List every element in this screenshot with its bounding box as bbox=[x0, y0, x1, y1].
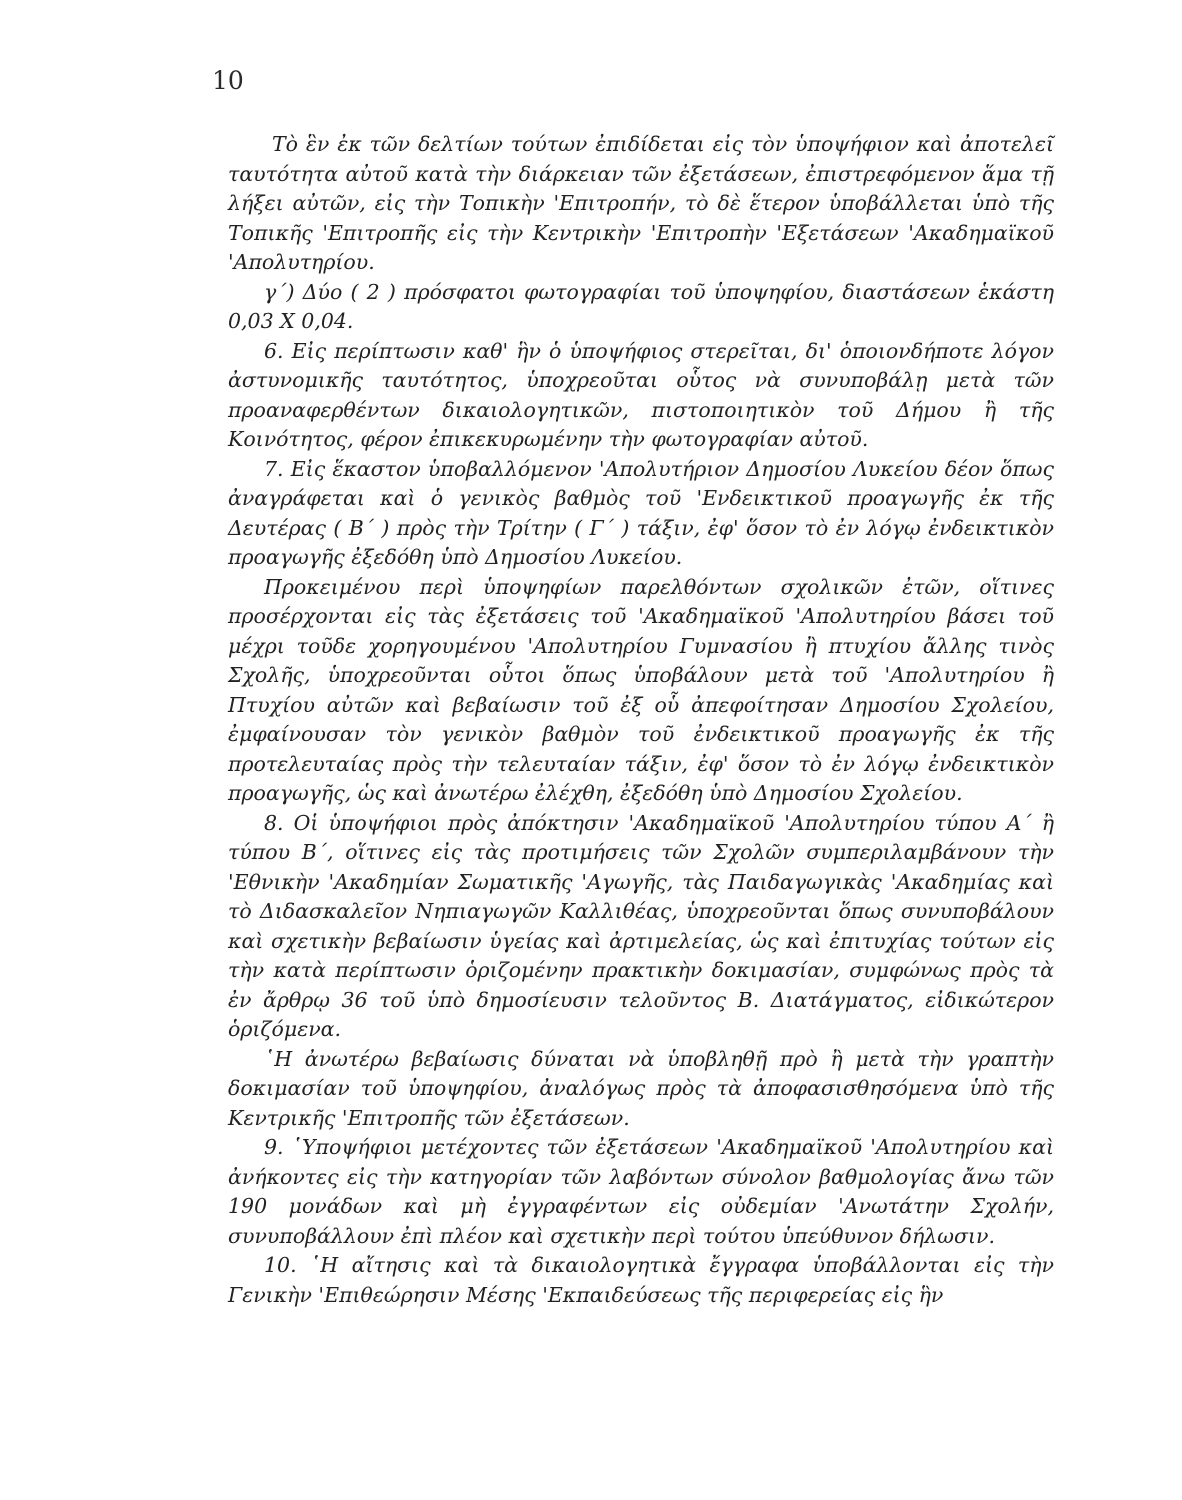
paragraph: ῾Η ἀνωτέρω βεβαίωσις δύναται νὰ ὑποβληθῇ πρὸ ἢ μετὰ τὴν γραπτὴν δοκιμασίαν τοῦ ὑποψηφίου, ἀναλόγως πρὸς τὰ ἀποφασισθησόμενα ὑπὸ τῆς Κεντρικῆς 'Επιτροπῆς τῶν ἐξετάσεων. bbox=[228, 1046, 1054, 1130]
paragraph: 10. ῾Η αἴτησις καὶ τὰ δικαιολογητικὰ ἔγγραφα ὑποβάλλονται εἰς τὴν Γενικὴν 'Επιθεώρησιν Μέσης 'Εκπαιδεύσεως τῆς περιφερείας εἰς ἣν bbox=[228, 1253, 1054, 1307]
page-number: 10 bbox=[212, 66, 244, 95]
paragraph: 9. ῾Υποψήφιοι μετέχοντες τῶν ἐξετάσεων 'Ακαδημαϊκοῦ 'Απολυτηρίου καὶ ἀνήκοντες εἰς τὴν κατηγορίαν τῶν λαβόντων σύνολον βαθμολογίας ἄνω τῶν 190 μονάδων καὶ μὴ ἐγγραφέντων εἰς οὐδεμίαν 'Ανωτάτην Σχολήν, συνυποβάλλουν ἐπὶ πλέον καὶ σχετικὴν περὶ τούτου ὑπεύθυνον δήλωσιν. bbox=[228, 1135, 1054, 1248]
paragraph: Προκειμένου περὶ ὑποψηφίων παρελθόντων σχολικῶν ἐτῶν, οἵτινες προσέρχονται εἰς τὰς ἐξετάσεις τοῦ 'Ακαδημαϊκοῦ 'Απολυτηρίου βάσει τοῦ μέχρι τοῦδε χορηγουμένου 'Απολυτηρίου Γυμνασίου ἢ πτυχίου ἄλλης τινὸς Σχολῆς, ὑποχρεοῦνται οὗτοι ὅπως ὑποβάλουν μετὰ τοῦ 'Απολυτηρίου ἢ Πτυχίου αὐτῶν καὶ βεβαίωσιν τοῦ ἐξ οὗ ἀπεφοίτησαν Δημοσίου Σχολείου, ἐμφαίνουσαν τὸν γενικὸν βαθμὸν τοῦ ἐνδεικτικοῦ προαγωγῆς ἐκ τῆς προτελευταίας πρὸς τὴν τελευταίαν τάξιν, ἐφ' ὅσον τὸ ἐν λόγῳ ἐνδεικτικὸν προαγωγῆς, ὡς καὶ ἀνωτέρω ἐλέχθη, ἐξεδόθη ὑπὸ Δημοσίου Σχολείου. bbox=[228, 574, 1054, 805]
paragraph: Τὸ ἓν ἐκ τῶν δελτίων τούτων ἐπιδίδεται εἰς τὸν ὑποψήφιον καὶ ἀποτελεῖ ταυτότητα αὐτοῦ κατὰ τὴν διάρκειαν τῶν ἐξετάσεων, ἐπιστρεφόμενον ἅμα τῇ λήξει αὐτῶν, εἰς τὴν Τοπικὴν 'Επιτροπήν, τὸ δὲ ἕτερον ὑποβάλλεται ὑπὸ τῆς Τοπικῆς 'Επιτροπῆς εἰς τὴν Κεντρικὴν 'Επιτροπὴν 'Εξετάσεων 'Ακαδημαϊκοῦ 'Απολυτηρίου. bbox=[228, 132, 1054, 274]
paragraph: 8. Οἱ ὑποψήφιοι πρὸς ἀπόκτησιν 'Ακαδημαϊκοῦ 'Απολυτηρίου τύπου Α΄ ἢ τύπου Β΄, οἵτινες εἰς τὰς προτιμήσεις τῶν Σχολῶν συμπεριλαμβάνουν τὴν 'Εθνικὴν 'Ακαδημίαν Σωματικῆς 'Αγωγῆς, τὰς Παιδαγωγικὰς 'Ακαδημίας καὶ τὸ Διδασκαλεῖον Νηπιαγωγῶν Καλλιθέας, ὑποχρεοῦνται ὅπως συνυποβάλουν καὶ σχετικὴν βεβαίωσιν ὑγείας καὶ ἀρτιμελείας, ὡς καὶ ἐπιτυχίας τούτων εἰς τὴν κατὰ περίπτωσιν ὁριζομένην πρακτικὴν δοκιμασίαν, συμφώνως πρὸς τὰ ἐν ἄρθρῳ 36 τοῦ ὑπὸ δημοσίευσιν τελοῦντος Β. Διατάγματος, εἰδικώτερον ὁριζόμενα. bbox=[228, 810, 1054, 1041]
paragraph: 6. Εἰς περίπτωσιν καθ' ἣν ὁ ὑποψήφιος στερεῖται, δι' ὁποιονδήποτε λόγον ἀστυνομικῆς ταυτότητος, ὑποχρεοῦται οὗτος νὰ συνυποβάλῃ μετὰ τῶν προαναφερθέντων δικαιολογητικῶν, πιστοποιητικὸν τοῦ Δήμου ἢ τῆς Κοινότητος, φέρον ἐπικεκυρωμένην τὴν φωτογραφίαν αὐτοῦ. bbox=[228, 338, 1054, 451]
document-body bbox=[228, 130, 1054, 1310]
paragraph: 7. Εἰς ἕκαστον ὑποβαλλόμενον 'Απολυτήριον Δημοσίου Λυκείου δέον ὅπως ἀναγράφεται καὶ ὁ γενικὸς βαθμὸς τοῦ 'Ενδεικτικοῦ προαγωγῆς ἐκ τῆς Δευτέρας ( Β΄ ) πρὸς τὴν Τρίτην ( Γ΄ ) τάξιν, ἐφ' ὅσον τὸ ἐν λόγῳ ἐνδεικτικὸν προαγωγῆς ἐξεδόθη ὑπὸ Δημοσίου Λυκείου. bbox=[228, 456, 1054, 569]
paragraph: γ΄) Δύο ( 2 ) πρόσφατοι φωτογραφίαι τοῦ ὑποψηφίου, διαστάσεων ἑκάστη 0,03 Χ 0,04. bbox=[228, 279, 1054, 333]
